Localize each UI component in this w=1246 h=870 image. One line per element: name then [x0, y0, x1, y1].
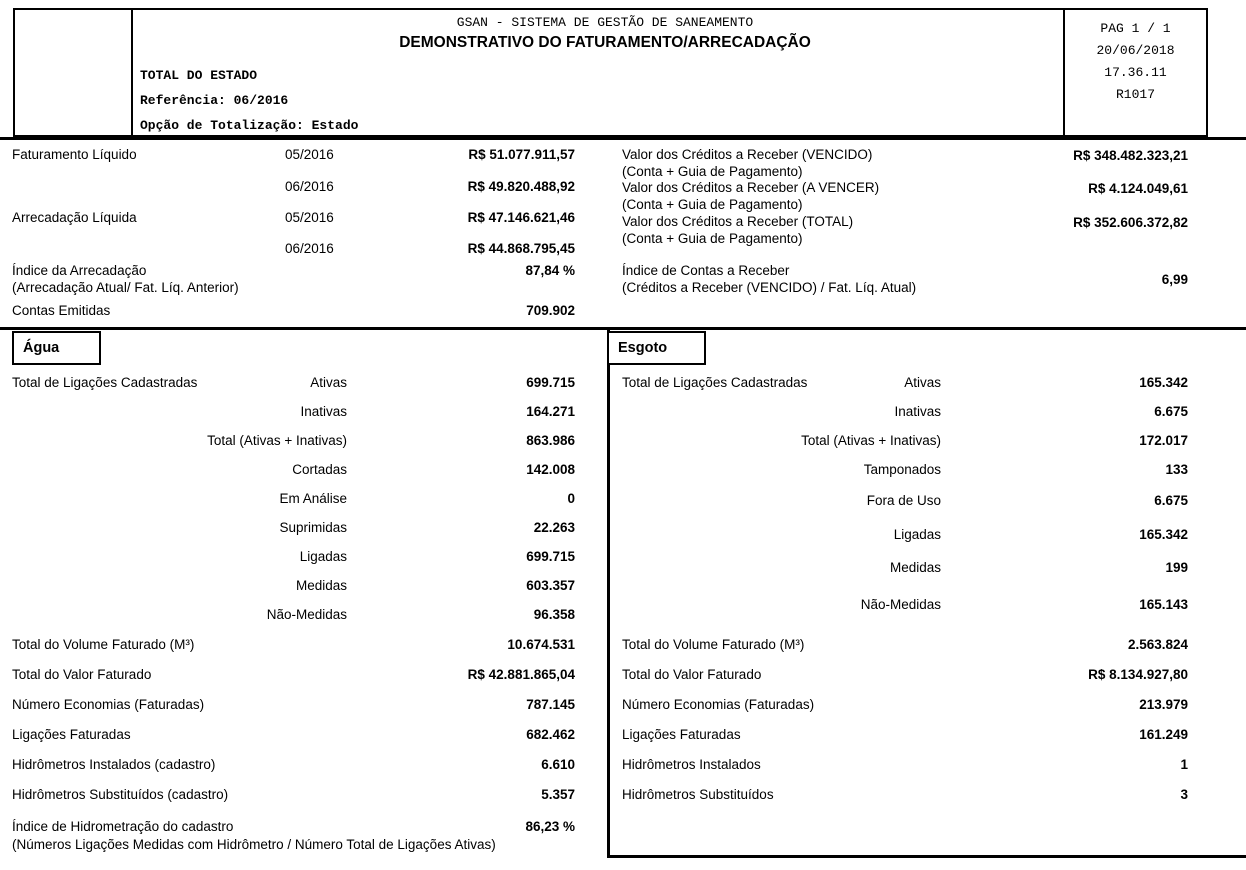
row-value: 165.342	[1139, 375, 1188, 390]
row-value: 6,99	[1161, 272, 1188, 287]
connection-row	[622, 484, 1188, 518]
section-title: Água	[23, 340, 60, 356]
agua-totals	[12, 630, 575, 854]
report-code: R1017	[1115, 87, 1155, 102]
row-formula: (Arrecadação Atual/ Fat. Líq. Anterior)	[12, 280, 239, 295]
row-sublabel: Ativas	[310, 375, 347, 390]
receivable-row	[622, 179, 1188, 213]
row-value: 787.145	[526, 697, 575, 712]
row-period: 06/2016	[285, 179, 334, 194]
row-value: R$ 4.124.049,61	[1088, 181, 1188, 196]
total-row	[12, 750, 575, 780]
reference-label: Referência: 06/2016	[140, 93, 289, 108]
receivable-index-row	[622, 262, 1188, 296]
row-label: Total do Valor Faturado	[12, 667, 152, 682]
connection-row	[12, 484, 575, 513]
bottom-divider	[607, 855, 1246, 858]
row-value: 2.563.824	[1127, 637, 1188, 652]
total-row	[622, 780, 1188, 810]
collection-index-row	[12, 262, 575, 296]
row-label: Índice da Arrecadação	[12, 263, 147, 278]
row-value: 699.715	[526, 375, 575, 390]
summary-row	[12, 147, 575, 167]
report-header	[13, 8, 1208, 137]
row-label: Total de Ligações Cadastradas	[622, 375, 808, 390]
connection-row	[12, 397, 575, 426]
row-value: 1	[1180, 757, 1188, 772]
row-value: 165.342	[1139, 527, 1188, 542]
row-value: 165.143	[1139, 597, 1188, 612]
connection-row	[622, 368, 1188, 397]
row-value: R$ 42.881.865,04	[467, 667, 575, 682]
row-value: 6.675	[1154, 493, 1188, 508]
row-label: Hidrômetros Substituídos (cadastro)	[12, 787, 229, 802]
issued-bills-row	[12, 303, 575, 318]
connection-row	[12, 455, 575, 484]
row-value: 863.986	[526, 433, 575, 448]
row-formula: (Créditos a Receber (VENCIDO) / Fat. Líq. Atual)	[622, 280, 917, 295]
total-row	[622, 660, 1188, 690]
row-value: 213.979	[1139, 697, 1188, 712]
row-sublabel: Suprimidas	[279, 520, 347, 535]
row-sublabel: Ativas	[904, 375, 941, 390]
total-row	[622, 720, 1188, 750]
row-value: 603.357	[526, 578, 575, 593]
row-label: Valor dos Créditos a Receber (A VENCER)	[622, 180, 880, 195]
row-label: Ligações Faturadas	[622, 727, 741, 742]
section-title: Esgoto	[618, 340, 668, 356]
receivable-row	[622, 146, 1188, 180]
row-period: 05/2016	[285, 147, 334, 162]
total-row	[12, 630, 575, 660]
row-sublabel: Ligadas	[893, 527, 941, 542]
agua-section-label	[12, 331, 101, 365]
row-value: 3	[1180, 787, 1188, 802]
page-number: PAG 1 / 1	[1100, 21, 1171, 36]
row-label: Total do Valor Faturado	[622, 667, 762, 682]
total-row	[12, 780, 575, 810]
esgoto-section-label	[607, 331, 706, 365]
section-divider	[0, 327, 1246, 330]
row-value: 0	[567, 491, 575, 506]
total-row	[622, 630, 1188, 660]
row-label: Valor dos Créditos a Receber (VENCIDO)	[622, 147, 873, 162]
row-sublabel: Medidas	[295, 578, 347, 593]
row-value: R$ 352.606.372,82	[1073, 215, 1188, 230]
row-sublabel: Não-Medidas	[266, 607, 347, 622]
summary-row	[12, 210, 575, 230]
row-label: Valor dos Créditos a Receber (TOTAL)	[622, 214, 854, 229]
esgoto-totals	[622, 630, 1188, 810]
row-sublabel: (Conta + Guia de Pagamento)	[622, 164, 803, 179]
row-value: 87,84 %	[525, 263, 575, 278]
row-sublabel: Cortadas	[292, 462, 347, 477]
row-sublabel: (Conta + Guia de Pagamento)	[622, 197, 803, 212]
row-label: Arrecadação Líquida	[12, 210, 137, 225]
connection-row	[12, 571, 575, 600]
summary-row	[12, 179, 575, 199]
system-title: GSAN - SISTEMA DE GESTÃO DE SANEAMENTO	[456, 15, 754, 30]
report-time: 17.36.11	[1104, 65, 1167, 80]
row-label: Índice de Hidrometração do cadastro	[12, 819, 234, 834]
row-period: 05/2016	[285, 210, 334, 225]
row-sublabel: Medidas	[889, 560, 941, 575]
row-sublabel: Não-Medidas	[860, 597, 941, 612]
row-value: 142.008	[526, 462, 575, 477]
esgoto-connections	[622, 368, 1188, 626]
row-label: Hidrômetros Substituídos	[622, 787, 774, 802]
total-row	[12, 810, 575, 854]
row-value: R$ 8.134.927,80	[1088, 667, 1188, 682]
connection-row	[12, 542, 575, 571]
row-value: 86,23 %	[525, 819, 575, 834]
total-row	[12, 660, 575, 690]
report-title: DEMONSTRATIVO DO FATURAMENTO/ARRECADAÇÃO	[399, 34, 811, 51]
row-value: 709.902	[526, 303, 575, 318]
connection-row	[12, 600, 575, 629]
column-divider	[607, 327, 610, 858]
row-label: Hidrômetros Instalados	[622, 757, 761, 772]
summary-row	[12, 241, 575, 261]
row-sublabel: Ligadas	[299, 549, 347, 564]
row-label: Índice de Contas a Receber	[622, 263, 790, 278]
scope-label: TOTAL DO ESTADO	[140, 68, 258, 83]
row-sublabel: Tamponados	[863, 462, 941, 477]
receivable-row	[622, 213, 1188, 247]
row-value: R$ 49.820.488,92	[467, 179, 575, 194]
row-label: Faturamento Líquido	[12, 147, 137, 162]
connection-row	[622, 584, 1188, 626]
connection-row	[12, 368, 575, 397]
row-value: 172.017	[1139, 433, 1188, 448]
row-value: 10.674.531	[507, 637, 575, 652]
row-sublabel: Em Análise	[279, 491, 347, 506]
row-label: Hidrômetros Instalados (cadastro)	[12, 757, 216, 772]
row-value: R$ 51.077.911,57	[468, 147, 575, 162]
row-sublabel: Total (Ativas + Inativas)	[207, 433, 347, 448]
total-row	[622, 750, 1188, 780]
row-sublabel: (Conta + Guia de Pagamento)	[622, 231, 803, 246]
row-label: Total do Volume Faturado (M³)	[12, 637, 195, 652]
row-value: R$ 47.146.621,46	[467, 210, 575, 225]
row-sublabel: Fora de Uso	[866, 493, 941, 508]
logo-placeholder	[15, 10, 133, 135]
row-value: 161.249	[1139, 727, 1188, 742]
connection-row	[622, 518, 1188, 552]
row-value: 133	[1165, 462, 1188, 477]
header-title-cell	[133, 10, 1063, 135]
row-value: R$ 348.482.323,21	[1073, 148, 1188, 163]
header-page-cell	[1063, 10, 1206, 135]
row-period: 06/2016	[285, 241, 334, 256]
report-date: 20/06/2018	[1096, 43, 1175, 58]
connection-row	[12, 513, 575, 542]
agua-connections	[12, 368, 575, 629]
total-row	[12, 690, 575, 720]
totalization-label: Opção de Totalização: Estado	[140, 118, 359, 133]
connection-row	[622, 426, 1188, 455]
row-value: 6.675	[1154, 404, 1188, 419]
total-row	[622, 690, 1188, 720]
row-value: 199	[1165, 560, 1188, 575]
connection-row	[622, 455, 1188, 484]
connection-row	[622, 397, 1188, 426]
row-sublabel: Inativas	[894, 404, 941, 419]
row-label: Contas Emitidas	[12, 303, 111, 318]
row-value: R$ 44.868.795,45	[467, 241, 575, 256]
row-label: Ligações Faturadas	[12, 727, 131, 742]
row-value: 96.358	[533, 607, 575, 622]
connection-row	[12, 426, 575, 455]
row-label: Número Economias (Faturadas)	[622, 697, 815, 712]
row-label: Número Economias (Faturadas)	[12, 697, 205, 712]
row-label: Total do Volume Faturado (M³)	[622, 637, 805, 652]
row-sublabel: Total (Ativas + Inativas)	[801, 433, 941, 448]
connection-row	[622, 552, 1188, 584]
row-value: 682.462	[526, 727, 575, 742]
header-divider	[0, 137, 1246, 140]
row-value: 5.357	[541, 787, 575, 802]
row-value: 22.263	[533, 520, 575, 535]
row-formula: (Números Ligações Medidas com Hidrômetro / Número Total de Ligações Ativas)	[12, 837, 496, 852]
row-value: 6.610	[541, 757, 575, 772]
row-label: Total de Ligações Cadastradas	[12, 375, 198, 390]
row-sublabel: Inativas	[300, 404, 347, 419]
row-value: 164.271	[526, 404, 575, 419]
row-value: 699.715	[526, 549, 575, 564]
total-row	[12, 720, 575, 750]
